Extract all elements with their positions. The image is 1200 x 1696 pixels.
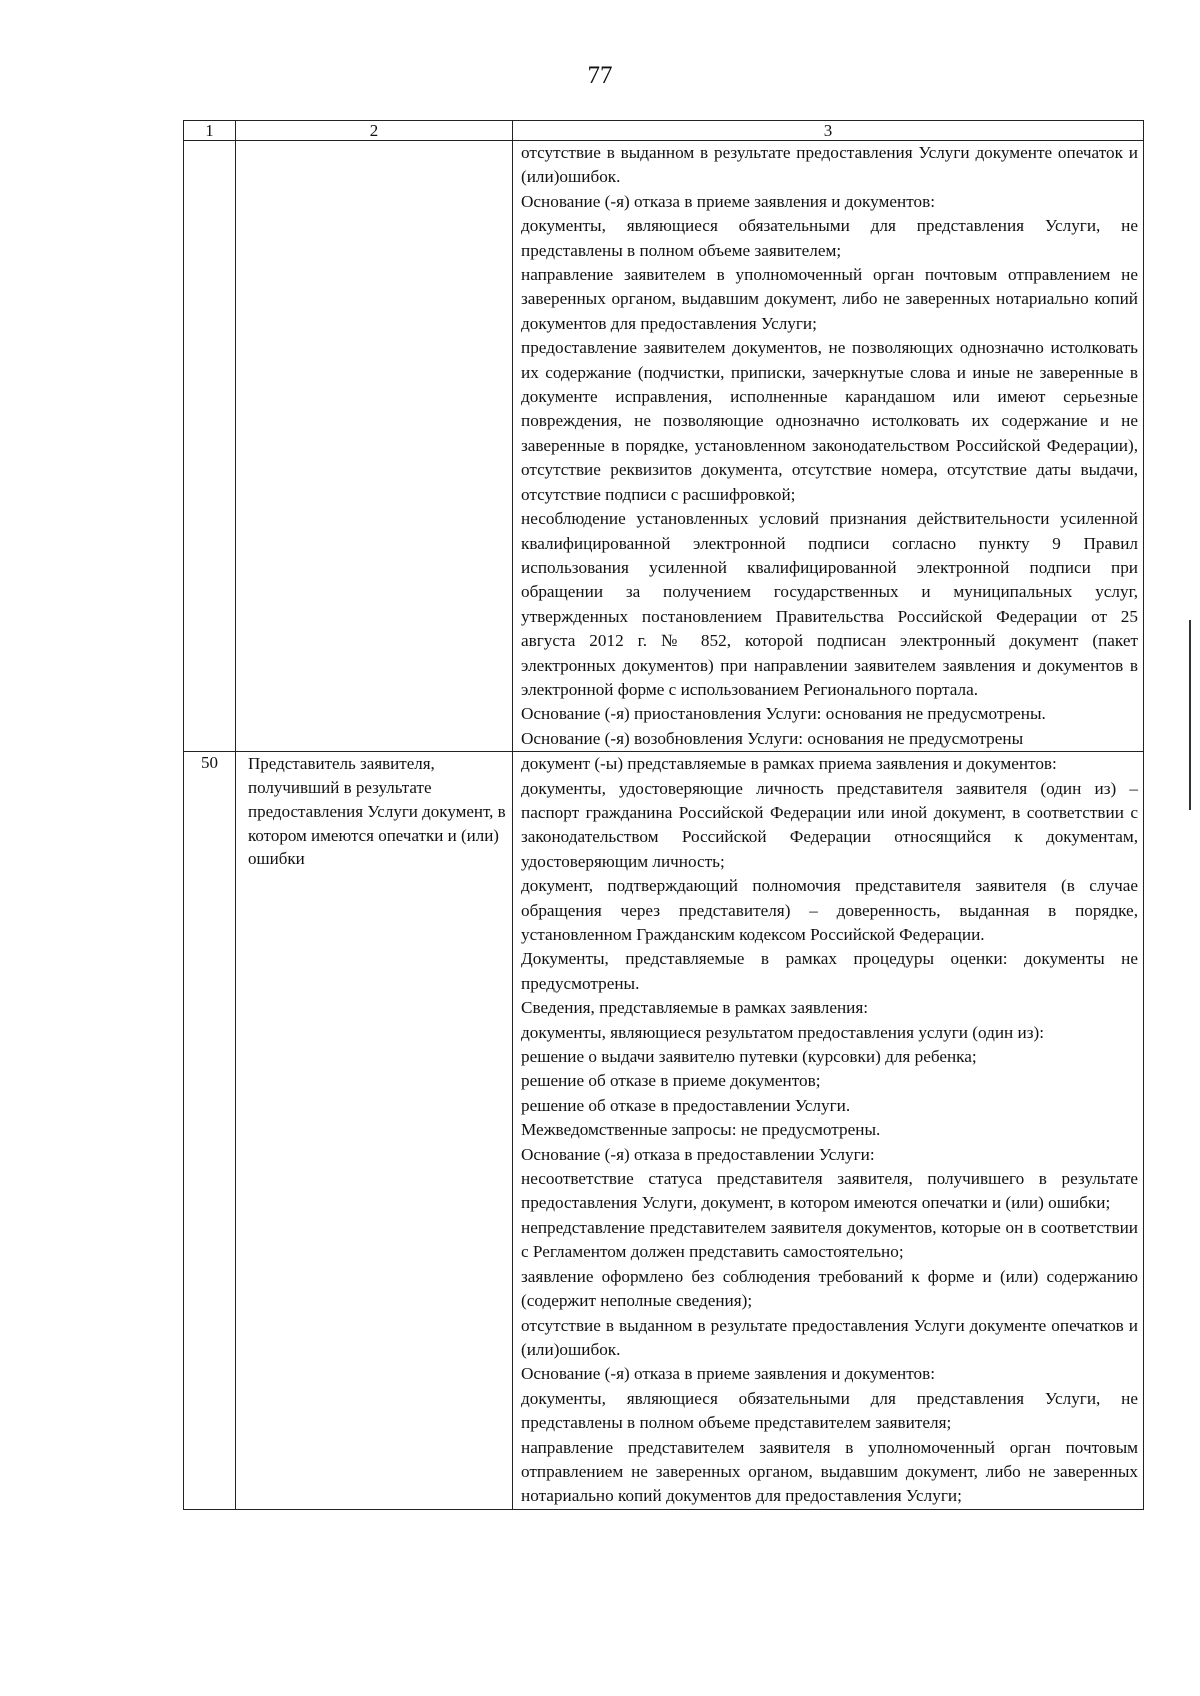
column-header-2: 2 (236, 121, 513, 141)
page-number: 77 (587, 62, 613, 89)
paragraph: Основание (-я) возобновления Услуги: основания не предусмотрены (521, 728, 1024, 748)
applicant-category (236, 141, 513, 752)
paragraph: документы, являющиеся результатом предоставления услуги (один из): (521, 1022, 1045, 1042)
column-header-1: 1 (184, 121, 236, 141)
paragraph: отсутствие в выданном в результате предоставления Услуги документе опечатков и (или)ошибок. (521, 1315, 1138, 1359)
paragraph: несоответствие статуса представителя заявителя, получившего в результате предоставления Услуги, документ, в котором имеются опечатки и (или) ошибки; (521, 1169, 1138, 1213)
paragraph: Основание (-я) отказа в приеме заявления и документов: (521, 191, 935, 211)
column-header-3: 3 (513, 121, 1144, 141)
paragraph: Основание (-я) приостановления Услуги: основания не предусмотрены. (521, 704, 1046, 724)
regulation-table (183, 120, 1144, 1510)
paragraph: документы, являющиеся обязательными для представления Услуги, не представлены в полном объеме представителем заявителя; (521, 1388, 1138, 1433)
row-number: 50 (184, 752, 236, 1510)
paragraph: несоблюдение установленных условий признания действительности усиленной квалифицированной электронной подписи согласно пункту 9 Правил использования усиленной квалифицированной электронной подписи при обращении за получением государственных и муниципальных услуг, утвержденных постановлением Правительства Российской Федерации от 25 августа 2012 г. № 852, которой подписан электронный документ (пакет электронных документов) при направлении заявителем заявления и документов в электронной форме с использованием Регионального портала. (521, 509, 1138, 699)
paragraph: предоставление заявителем документов, не позволяющих однозначно истолковать их содержание (подчистки, приписки, зачеркнутые слова и иные не заверенные в документе исправления, исполненные карандашом или имеют серьезные повреждения, не позволяющие однозначно истолковать их содержание и не заверенные в порядке, установленном законодательством Российской Федерации), отсутствие реквизитов документа, отсутствие номера, отсутствие даты выдачи, отсутствие подписи с расшифровкой; (521, 338, 1138, 504)
paragraph: документ (-ы) представляемые в рамках приема заявления и документов: (521, 754, 1057, 774)
paragraph: документы, удостоверяющие личность представителя заявителя (один из) – паспорт гражданина Российской Федерации или иной документ, в соответствии с законодательством Российской Федерации относящийся к документам, удостоверяющим личность; (521, 778, 1138, 871)
paragraph: решение об отказе в приеме документов; (521, 1071, 821, 1091)
paragraph: Межведомственные запросы: не предусмотрены. (521, 1120, 881, 1140)
paragraph: документы, являющиеся обязательными для представления Услуги, не представлены в полном объеме заявителем; (521, 216, 1138, 260)
table-row (184, 141, 1144, 752)
paragraph: Основание (-я) отказа в приеме заявления и документов: (521, 1364, 935, 1384)
table-row (184, 752, 1144, 1510)
paragraph: документ, подтверждающий полномочия представителя заявителя (в случае обращения через представителя) – доверенность, выданная в порядке, установленном Гражданским кодексом Российской Федерации. (521, 876, 1138, 944)
paragraph: заявление оформлено без соблюдения требований к форме и (или) содержанию (содержит неполные сведения); (521, 1266, 1138, 1311)
applicant-category: Представитель заявителя, получивший в результате предоставления Услуги документ, в котором имеются опечатки и (или) ошибки (236, 752, 513, 1510)
requirements-text (513, 752, 1144, 1510)
paragraph: Сведения, представляемые в рамках заявления: (521, 998, 869, 1018)
table-header-row (184, 121, 1144, 141)
paragraph: направление заявителем в уполномоченный орган почтовым отправлением не заверенных органом, выдавшим документ, либо не заверенных нотариально копий документов для предоставления Услуги; (521, 265, 1138, 333)
paragraph: решение о выдачи заявителю путевки (курсовки) для ребенка; (521, 1047, 977, 1067)
row-number (184, 141, 236, 752)
requirements-text (513, 141, 1144, 752)
paragraph: направление представителем заявителя в уполномоченный орган почтовым отправлением не заверенных органом, выдавшим документ, либо не заверенных нотариально копий документов для предоставления Услуги; (521, 1437, 1138, 1506)
paragraph: Документы, представляемые в рамках процедуры оценки: документы не предусмотрены. (521, 949, 1138, 993)
paragraph: решение об отказе в предоставлении Услуги. (521, 1095, 851, 1115)
scan-edge-mark (1189, 620, 1191, 810)
paragraph: отсутствие в выданном в результате предоставления Услуги документе опечаток и (или)ошибок. (521, 143, 1138, 187)
paragraph: Основание (-я) отказа в предоставлении Услуги: (521, 1144, 875, 1164)
paragraph: непредставление представителем заявителя документов, которые он в соответствии с Регламентом должен представить самостоятельно; (521, 1217, 1138, 1262)
